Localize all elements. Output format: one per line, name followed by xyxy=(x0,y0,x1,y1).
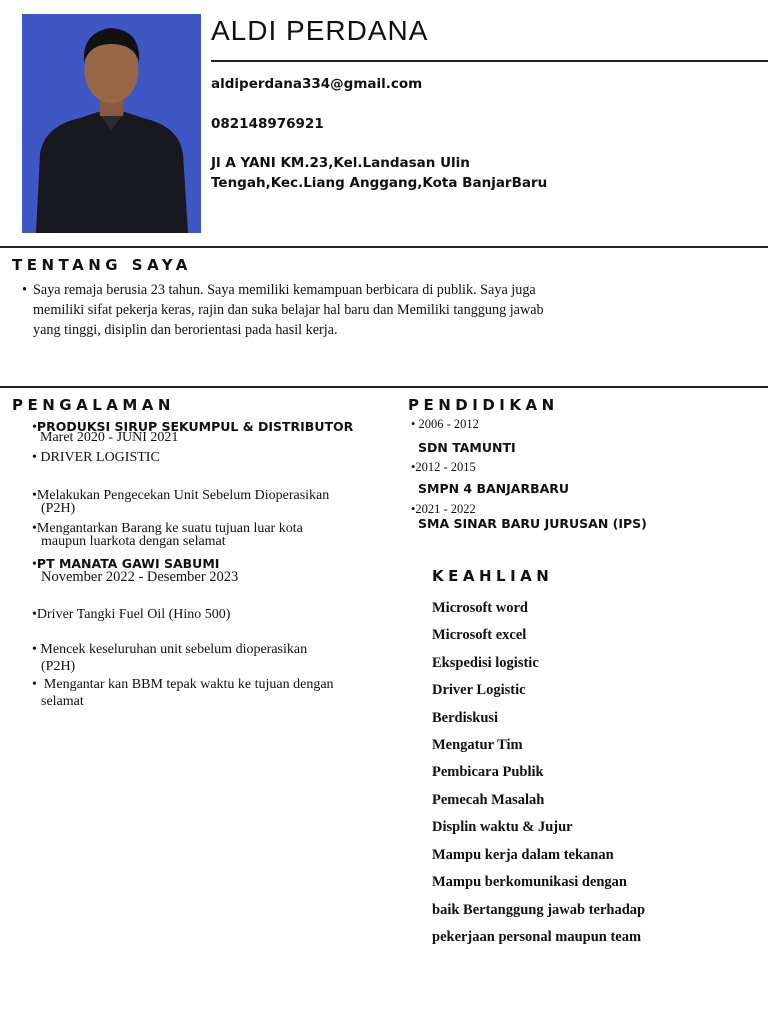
education-period-3: •2021 - 2022 xyxy=(411,502,476,516)
about-line-1: Saya remaja berusia 23 tahun. Saya memiliki kemampuan berbicara di publik. Saya juga xyxy=(33,282,536,298)
education-heading: PENDIDIKAN xyxy=(408,396,559,414)
skill-item: Driver Logistic xyxy=(432,682,526,698)
skill-item: Pemecah Masalah xyxy=(432,792,545,808)
job1-task2-cont: maupun luarkota dengan selamat xyxy=(41,534,226,549)
job2-period: November 2022 - Desember 2023 xyxy=(41,569,239,585)
skill-item: Microsoft word xyxy=(432,600,528,616)
skill-item: Displin waktu & Jujur xyxy=(432,819,573,835)
section-divider xyxy=(0,386,768,388)
about-line-2: memiliki sifat pekerja keras, rajin dan suka belajar hal baru dan Memiliki tanggung jawab xyxy=(33,302,544,318)
skill-item: Berdiskusi xyxy=(432,710,499,726)
about-line-3: yang tinggi, disiplin dan berorientasi pada hasil kerja. xyxy=(33,322,338,338)
education-period-2: •2012 - 2015 xyxy=(411,460,476,474)
job1-task2: •Mengantarkan Barang ke suatu tujuan luar kota xyxy=(32,521,303,536)
job2-task2: • Mengantar kan BBM tepak waktu ke tujuan dengan xyxy=(32,677,334,692)
skill-item: Mampu berkomunikasi dengan xyxy=(432,874,627,890)
job2-task2-cont: selamat xyxy=(41,694,84,709)
profile-photo xyxy=(22,14,201,233)
job1-period: Maret 2020 - JUNI 2021 xyxy=(40,430,179,445)
education-school-2: SMPN 4 BANJARBARU xyxy=(418,481,570,496)
skill-item: Microsoft excel xyxy=(432,627,527,643)
candidate-name: ALDI PERDANA xyxy=(211,15,429,46)
person-silhouette-icon xyxy=(22,14,201,233)
job1-task1: •Melakukan Pengecekan Unit Sebelum Dioperasikan xyxy=(32,488,330,503)
skills-heading: KEAHLIAN xyxy=(432,567,554,585)
job1-task1-cont: (P2H) xyxy=(41,501,76,516)
job2-task1: • Mencek keseluruhan unit sebelum dioperasikan xyxy=(32,642,308,657)
about-divider xyxy=(0,246,768,248)
header-divider xyxy=(211,60,768,62)
education-school-1: SDN TAMUNTI xyxy=(418,440,516,455)
experience-heading: PENGALAMAN xyxy=(12,396,175,414)
skill-item: Mengatur Tim xyxy=(432,737,523,753)
about-heading: TENTANG SAYA xyxy=(12,256,192,274)
skill-item: Mampu kerja dalam tekanan xyxy=(432,847,614,863)
skill-item: baik Bertanggung jawab terhadap xyxy=(432,902,646,918)
address-line-2: Tengah,Kec.Liang Anggang,Kota BanjarBaru xyxy=(211,175,548,191)
email-text: aldiperdana334@gmail.com xyxy=(211,76,423,92)
job2-company: •PT MANATA GAWI SABUMI xyxy=(32,556,220,572)
job2-role: •Driver Tangki Fuel Oil (Hino 500) xyxy=(32,607,231,622)
skill-item: Ekspedisi logistic xyxy=(432,655,539,671)
bullet: • xyxy=(22,282,27,298)
education-period-1: • 2006 - 2012 xyxy=(411,417,479,431)
about-paragraph xyxy=(22,280,672,340)
job2-task1-cont: (P2H) xyxy=(41,659,76,674)
education-school-3: SMA SINAR BARU JURUSAN (IPS) xyxy=(418,516,647,531)
phone-text: 082148976921 xyxy=(211,116,324,132)
job1-company: •PRODUKSI SIRUP SEKUMPUL & DISTRIBUTOR xyxy=(32,419,354,435)
skill-item: pekerjaan personal maupun team xyxy=(432,929,642,945)
skill-item: Pembicara Publik xyxy=(432,764,544,780)
address-line-1: Jl A YANI KM.23,Kel.Landasan Ulin xyxy=(211,155,470,171)
job1-role: • DRIVER LOGISTIC xyxy=(32,450,160,465)
